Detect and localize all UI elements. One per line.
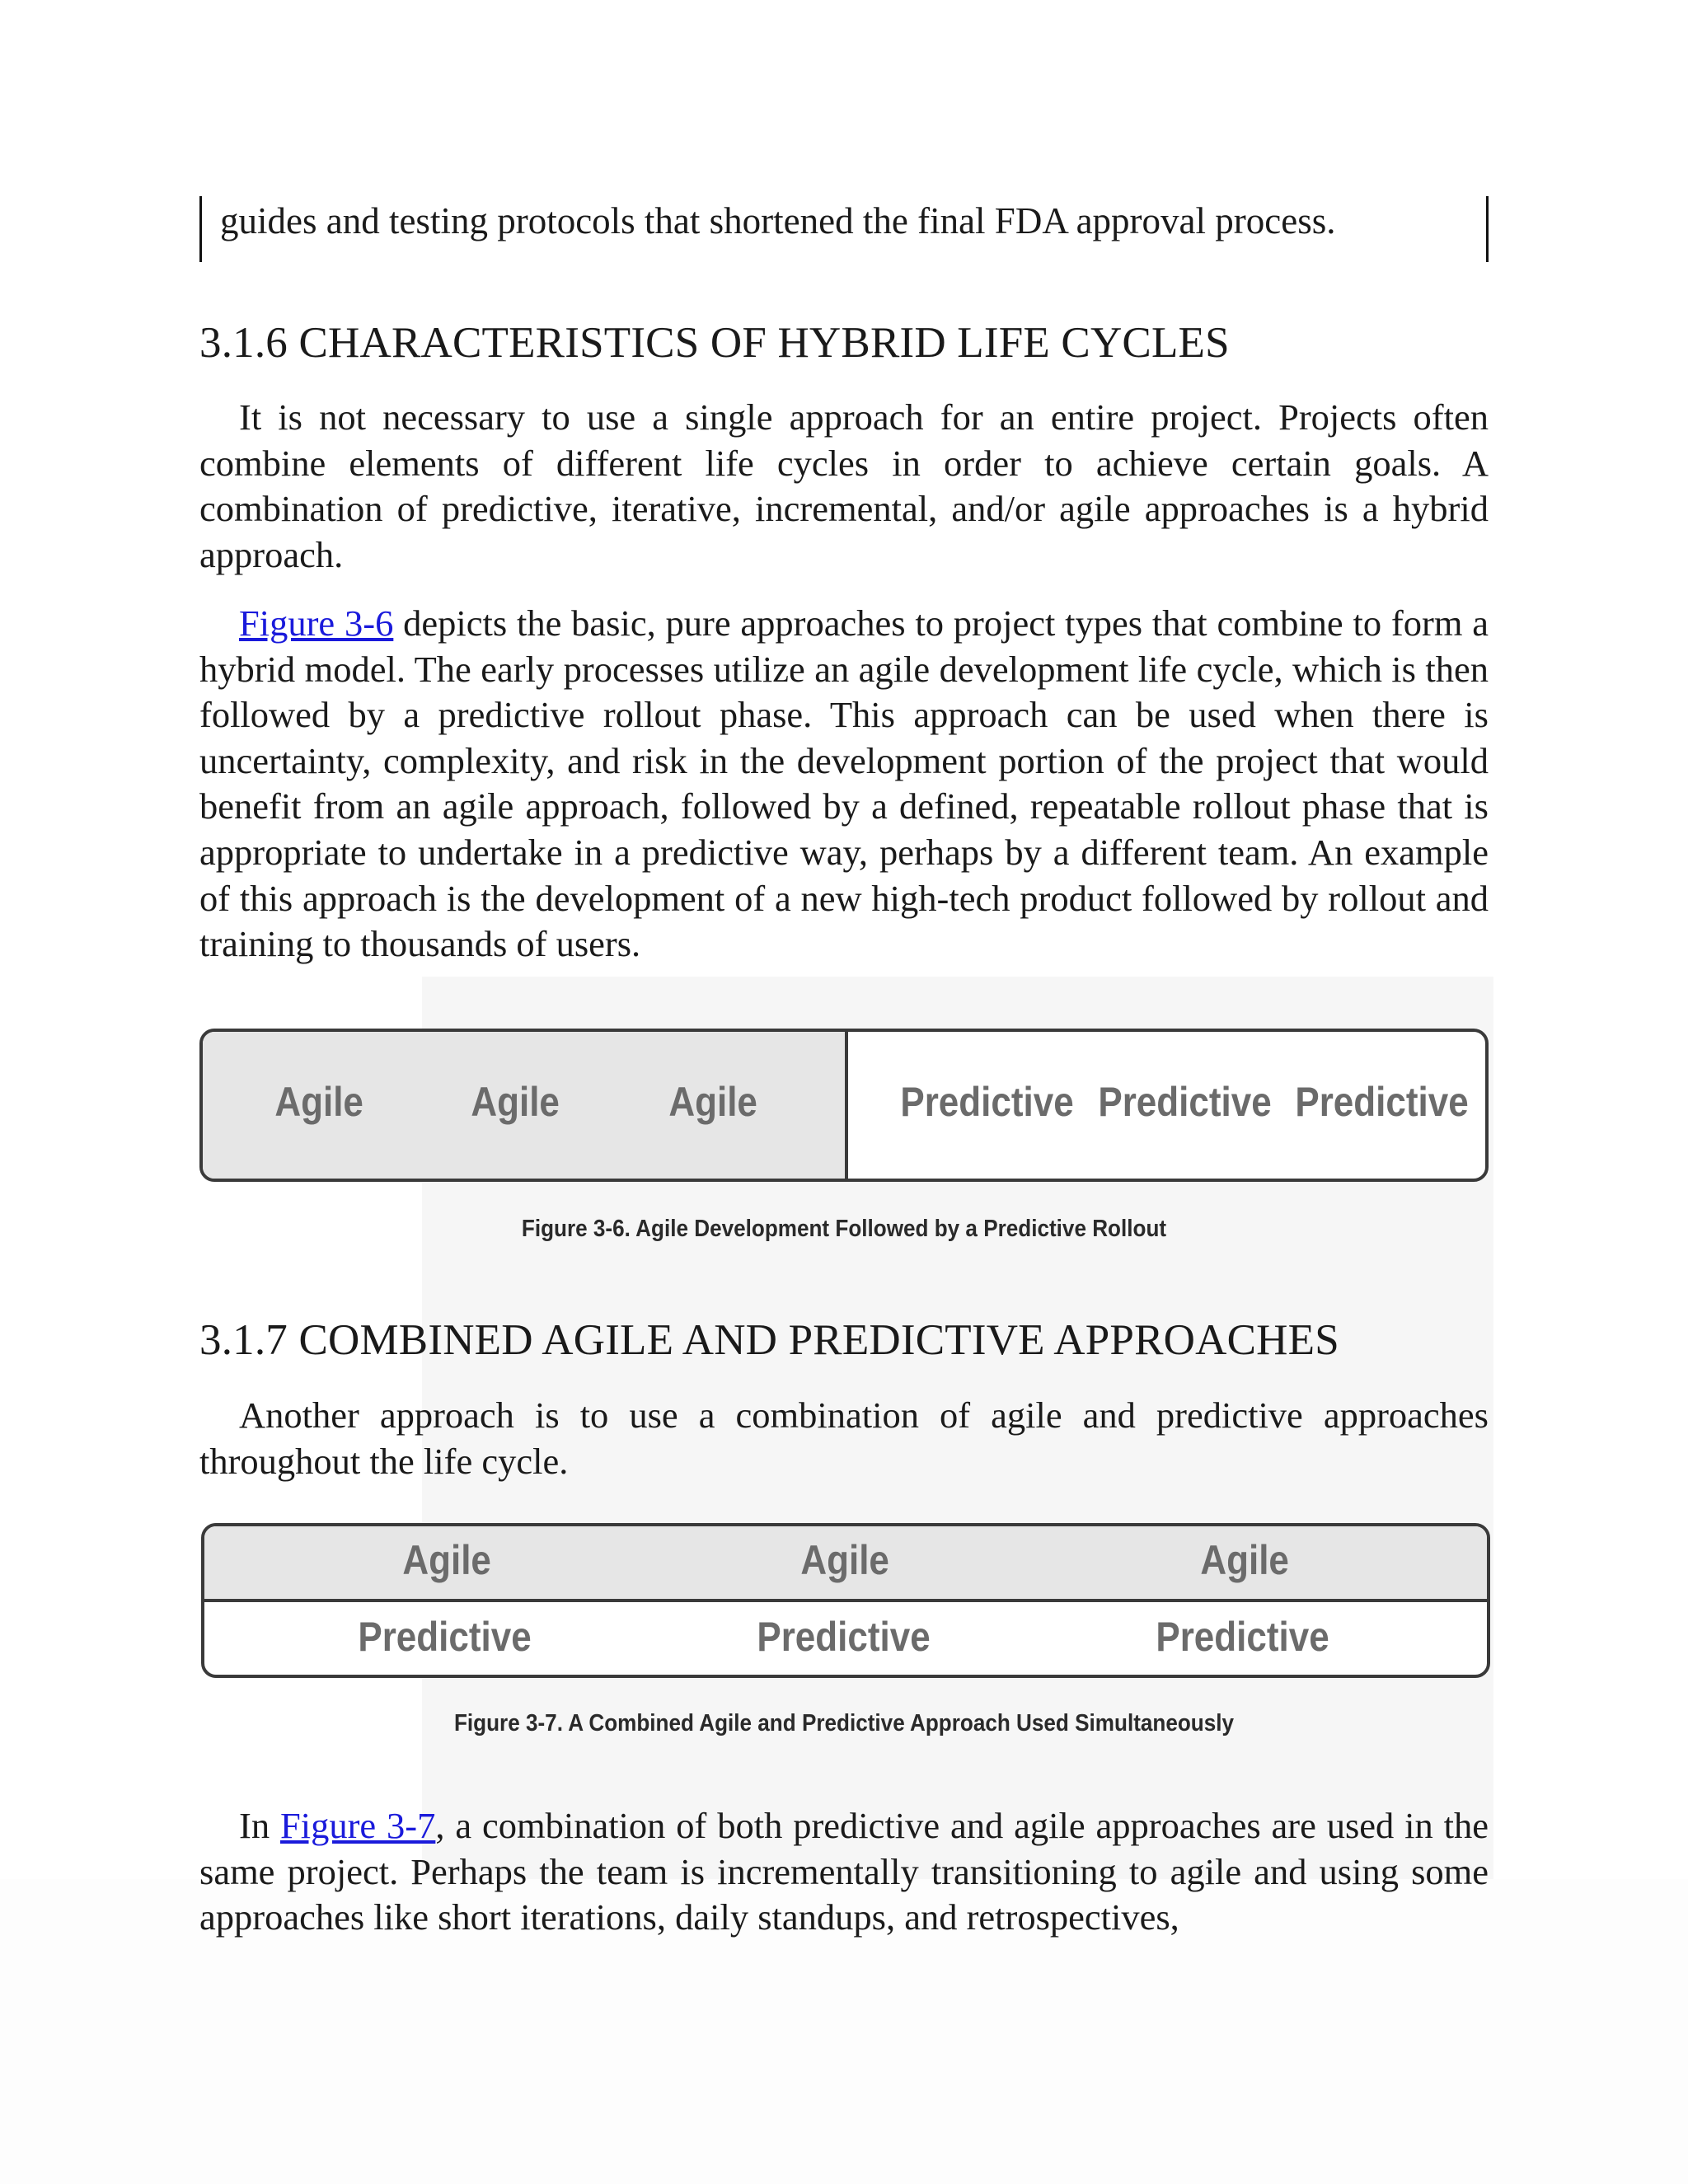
figure-3-6-link[interactable]: Figure 3-6 <box>239 602 394 644</box>
paragraph-figure-3-7-description <box>199 1803 1489 1941</box>
paragraph-figure-3-6-description <box>199 601 1489 968</box>
figure-3-6-diagram <box>199 1029 1489 1182</box>
paragraph-hybrid-intro: It is not necessary to use a single approach for an entire project. Projects often combine elements of different life cycles in order to achieve certain goals. A combination of predictive, iterative, incremental, and/or agile approaches is a hybrid approach. <box>199 396 1489 575</box>
continuation-line <box>199 196 1489 262</box>
predictive-label-2: Predictive <box>1098 1079 1272 1125</box>
paragraph-figure-3-7-text: , a combination of both predictive and agile approaches are used in the same project. Perhaps the team is incrementally transitioning to agile and using some approaches like short iterations, daily standups, and retrospectives, <box>199 1805 1489 1938</box>
paragraph-figure-3-7-prefix: In <box>239 1805 280 1846</box>
agile-row-label-3: Agile <box>1200 1537 1289 1583</box>
predictive-row-label-2: Predictive <box>757 1614 931 1660</box>
predictive-label-3: Predictive <box>1295 1079 1469 1125</box>
predictive-row-label-3: Predictive <box>1156 1614 1329 1660</box>
agile-label-2: Agile <box>471 1079 560 1125</box>
figure-3-6-caption: Figure 3-6. Agile Development Followed by a Predictive Rollout <box>521 1216 1167 1242</box>
figure-3-7-link[interactable]: Figure 3-7 <box>279 1805 436 1846</box>
figure-3-7-caption: Figure 3-7. A Combined Agile and Predictive Approach Used Simultaneously <box>453 1710 1235 1736</box>
agile-label-3: Agile <box>668 1079 757 1125</box>
agile-label-1: Agile <box>274 1079 363 1125</box>
continuation-text: guides and testing protocols that shortened the final FDA approval process. <box>220 200 1336 241</box>
predictive-row-label-1: Predictive <box>358 1614 532 1660</box>
figure-3-7-diagram <box>201 1523 1490 1678</box>
paragraph-combined-intro: Another approach is to use a combination of agile and predictive approaches throughout the life cycle. <box>199 1394 1489 1482</box>
section-heading-3-1-7: 3.1.7 COMBINED AGILE AND PREDICTIVE APPROACHES <box>199 1316 1339 1364</box>
change-bar-right <box>1486 196 1489 262</box>
change-bar-left <box>199 196 202 262</box>
paragraph-figure-3-6-text: depicts the basic, pure approaches to project types that combine to form a hybrid model. The early processes utilize an agile development life cycle, which is then followed by a predictive rollout phase. This approach can be used when there is uncertainty, complexity, and risk in the development portion of the project that would benefit from an agile approach, followed by a defined, repeatable rollout phase that is appropriate to undertake in a predictive way, perhaps by a different team. An example of this approach is the development of a new high-tech product followed by rollout and training to thousands of users. <box>199 602 1489 965</box>
agile-row-label-1: Agile <box>402 1537 491 1583</box>
agile-row-label-2: Agile <box>800 1537 889 1583</box>
predictive-label-1: Predictive <box>900 1079 1074 1125</box>
section-heading-3-1-6: 3.1.6 CHARACTERISTICS OF HYBRID LIFE CYCLES <box>199 319 1230 367</box>
